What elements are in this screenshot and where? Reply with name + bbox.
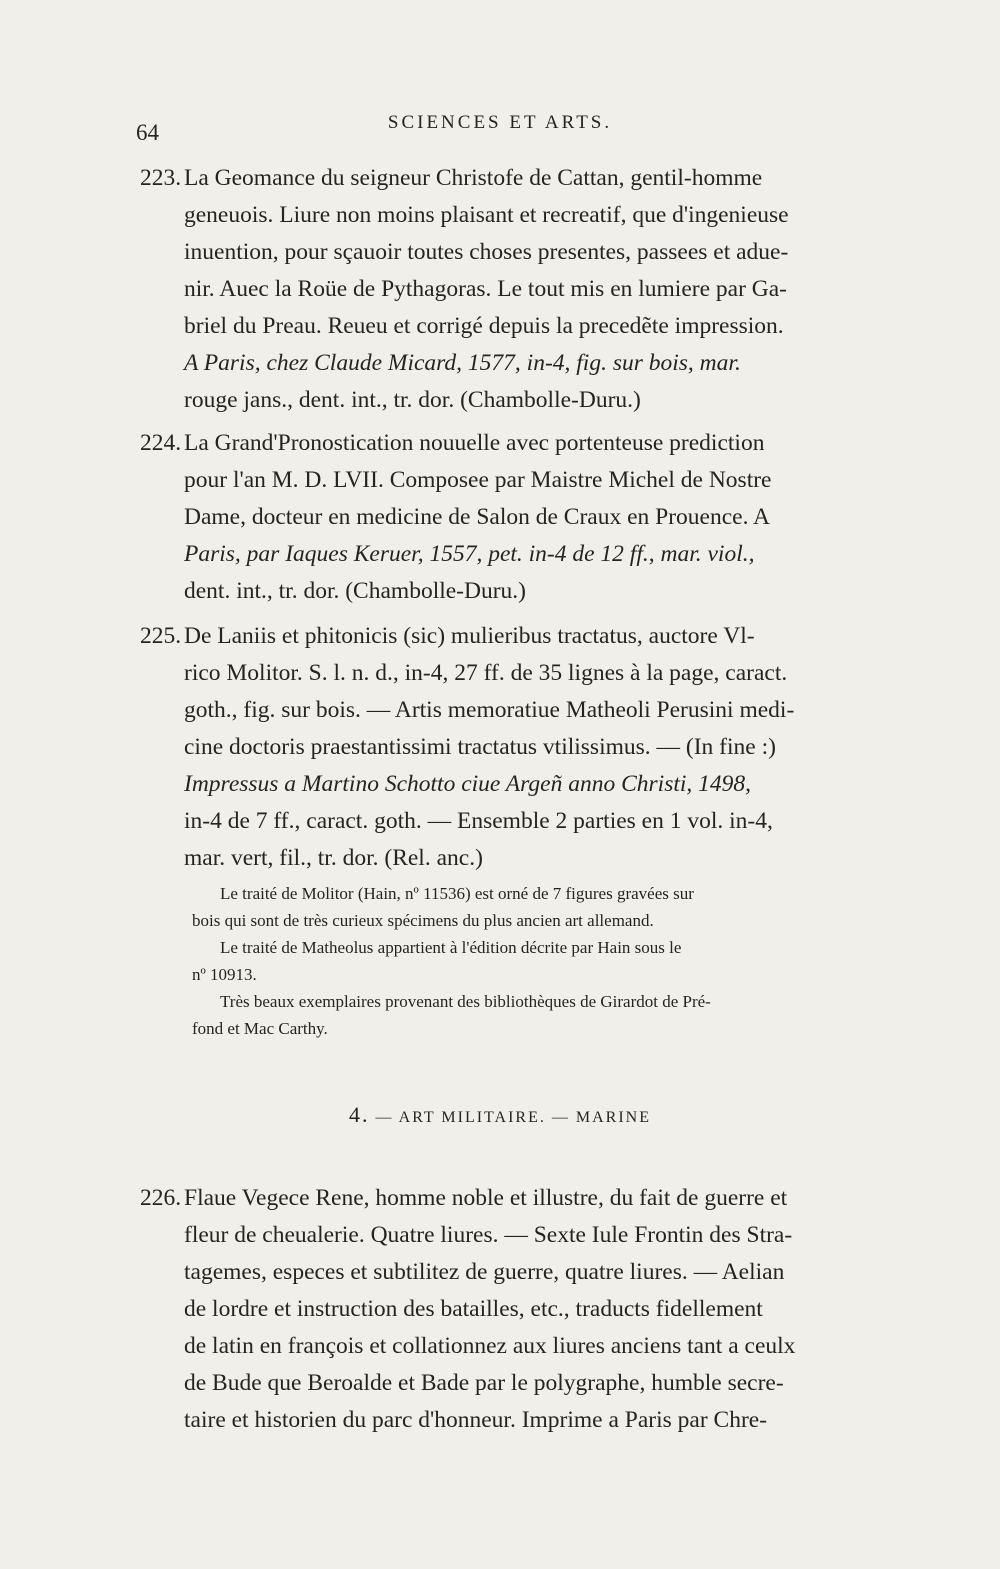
entry-line: taire et historien du parc d'honneur. Imprime a Paris par Chre- <box>184 1407 768 1433</box>
entry-line: 225. De Laniis et phitonicis (sic) mulieribus tractatus, auctore Vl- <box>140 618 900 655</box>
entry-number: 224. <box>140 430 182 456</box>
entry-line: rico Molitor. S. l. n. d., in-4, 27 ff. de 35 lignes à la page, caract. <box>184 660 788 686</box>
note-line: Très beaux exemplaires provenant des bibliothèques de Girardot de Pré- <box>220 992 711 1011</box>
entry-line: dent. int., tr. dor. (Chambolle-Duru.) <box>184 578 527 604</box>
entry-line: 224. La Grand'Pronostication nouuelle avec portenteuse prediction <box>140 425 900 462</box>
entry-line: 223. La Geomance du seigneur Christofe de Cattan, gentil-homme <box>140 160 900 197</box>
section-number: 4. <box>349 1102 370 1127</box>
entry-number: 226. <box>140 1185 182 1211</box>
entry-line: pour l'an M. D. LVII. Composee par Maistre Michel de Nostre <box>184 467 772 493</box>
entry-note-225 <box>192 880 902 1042</box>
catalog-entry-223 <box>140 160 900 419</box>
section-title: — ART MILITAIRE. — MARINE <box>375 1109 651 1126</box>
entry-line: cine doctoris praestantissimi tractatus vtilissimus. — (In fine :) <box>184 734 776 760</box>
entry-line: de lordre et instruction des batailles, etc., traducts fidellement <box>184 1296 763 1322</box>
entry-line: de Bude que Beroalde et Bade par le polygraphe, humble secre- <box>184 1370 784 1396</box>
section-heading <box>0 1102 1000 1128</box>
entry-number: 225. <box>140 623 182 649</box>
catalog-entry-225 <box>140 618 900 877</box>
entry-line: mar. vert, fil., tr. dor. (Rel. anc.) <box>184 845 483 871</box>
note-line: Le traité de Molitor (Hain, nº 11536) est orné de 7 figures gravées sur <box>220 884 694 903</box>
entry-line: goth., fig. sur bois. — Artis memoratiue Matheoli Perusini medi- <box>184 697 795 723</box>
page-number: 64 <box>136 120 159 145</box>
catalog-entry-224 <box>140 425 900 610</box>
entry-line: Dame, docteur en medicine de Salon de Craux en Prouence. A <box>184 504 770 530</box>
entry-line: geneuois. Liure non moins plaisant et recreatif, que d'ingenieuse <box>184 202 789 228</box>
entry-number: 223. <box>140 165 182 191</box>
entry-line: de latin en françois et collationnez aux liures anciens tant a ceulx <box>184 1333 796 1359</box>
entry-line: Paris, par Iaques Keruer, 1557, pet. in-4 de 12 ff., mar. viol., <box>184 541 755 567</box>
entry-line: A Paris, chez Claude Micard, 1577, in-4, fig. sur bois, mar. <box>184 350 741 376</box>
entry-line: tagemes, especes et subtilitez de guerre, quatre liures. — Aelian <box>184 1259 785 1285</box>
catalog-entry-226 <box>140 1180 900 1439</box>
note-line: bois qui sont de très curieux spécimens du plus ancien art allemand. <box>192 911 654 930</box>
entry-line: Impressus a Martino Schotto ciue Argeñ anno Christi, 1498, <box>184 771 752 797</box>
entry-line: 226. Flaue Vegece Rene, homme noble et illustre, du fait de guerre et <box>140 1180 900 1217</box>
note-line: Le traité de Matheolus appartient à l'édition décrite par Hain sous le <box>220 938 682 957</box>
note-line: fond et Mac Carthy. <box>192 1019 328 1038</box>
running-title: SCIENCES ET ARTS. <box>387 112 613 133</box>
entry-line: fleur de cheualerie. Quatre liures. — Sexte Iule Frontin des Stra- <box>184 1222 793 1248</box>
entry-line: inuention, pour sçauoir toutes choses presentes, passees et adue- <box>184 239 789 265</box>
entry-line: briel du Preau. Reueu et corrigé depuis la precedẽte impression. <box>184 313 784 339</box>
entry-line: nir. Auec la Roüe de Pythagoras. Le tout mis en lumiere par Ga- <box>184 276 788 302</box>
entry-line: rouge jans., dent. int., tr. dor. (Chambolle-Duru.) <box>184 387 641 413</box>
entry-line: in-4 de 7 ff., caract. goth. — Ensemble 2 parties en 1 vol. in-4, <box>184 808 773 834</box>
note-line: nº 10913. <box>192 965 257 984</box>
